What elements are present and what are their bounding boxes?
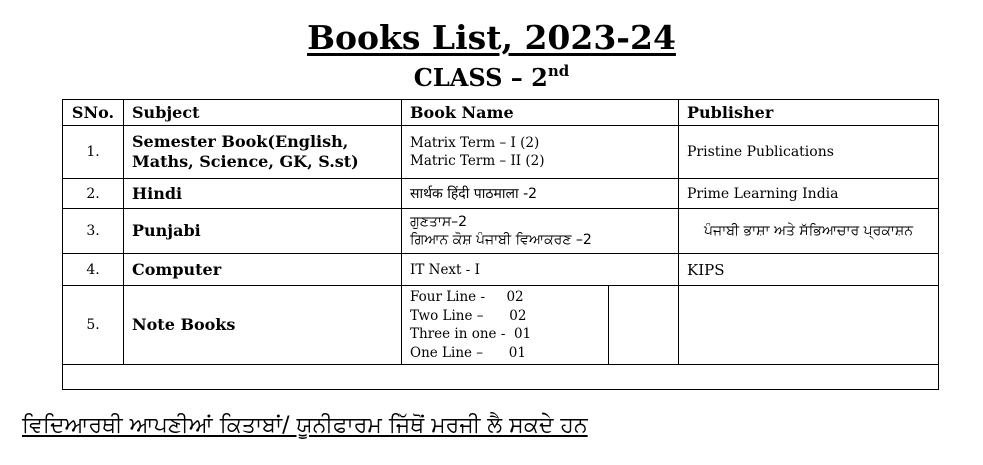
row-books (402, 286, 679, 365)
class-heading (0, 62, 983, 92)
table-header-row (63, 100, 939, 126)
row-books (402, 209, 679, 254)
book-item: Four Line - 02 (410, 289, 524, 305)
table-row (63, 254, 939, 286)
row-subject: Semester Book(English, Maths, Science, GK, S.st) (124, 126, 402, 179)
class-ordinal: nd (547, 62, 570, 80)
row-publisher: Prime Learning India (679, 179, 939, 209)
row-subject: Hindi (124, 179, 402, 209)
class-label: CLASS – 2 (413, 63, 548, 92)
row-books (402, 254, 679, 286)
page-title: Books List, 2023-24 (307, 18, 676, 57)
book-item: Matric Term – II (2) (410, 153, 545, 169)
row-books (402, 126, 679, 179)
row-sno: 5. (63, 286, 124, 365)
row-publisher: KIPS (679, 254, 939, 286)
table-empty-row (63, 365, 939, 390)
table-row (63, 126, 939, 179)
row-subject: Computer (124, 254, 402, 286)
book-item: सार्थक हिंदी पाठमाला -2 (410, 185, 538, 202)
book-item: Two Line – 02 (410, 307, 527, 324)
book-item: Matrix Term – I (2) (410, 135, 540, 151)
notebooks-wrap (402, 286, 678, 364)
row-subject: Punjabi (124, 209, 402, 254)
footer-note: ਵਿਦਿਆਰਥੀ ਆਪਣੀਆਂ ਕਿਤਾਬਾਂ/ ਯੂਨੀਫਾਰਮ ਜਿੱਥੋਂ ਮਰਜੀ ਲੈ ਸਕਦੇ ਹਨ (22, 413, 588, 438)
table-row (63, 179, 939, 209)
row-publisher (679, 286, 939, 365)
book-item: One Line – 01 (410, 344, 526, 361)
row-publisher: ਪੰਜਾਬੀ ਭਾਸ਼ਾ ਅਤੇ ਸੱਭਿਆਚਾਰ ਪ੍ਰਕਾਸ਼ਨ (679, 209, 939, 254)
row-books (402, 179, 679, 209)
column-header-sno: SNo. (63, 100, 124, 126)
books-table (62, 99, 939, 390)
book-item: ਗੁਣਤਾਸ–2 (410, 214, 468, 230)
table-row (63, 209, 939, 254)
column-header-book-name: Book Name (402, 100, 679, 126)
row-sno: 1. (63, 126, 124, 179)
book-item: Three in one - 01 (410, 326, 532, 342)
book-item: ਗਿਆਨ ਕੋਸ਼ ਪੰਜਾਬੀ ਵਿਆਕਰਣ –2 (410, 232, 592, 248)
column-header-publisher: Publisher (679, 100, 939, 126)
row-sno: 2. (63, 179, 124, 209)
row-sno: 3. (63, 209, 124, 254)
notebooks-list (402, 286, 609, 364)
column-header-subject: Subject (124, 100, 402, 126)
row-publisher: Pristine Publications (679, 126, 939, 179)
table-row (63, 286, 939, 365)
row-sno: 4. (63, 254, 124, 286)
book-item: IT Next - I (410, 261, 480, 278)
row-subject: Note Books (124, 286, 402, 365)
empty-cell (63, 365, 939, 390)
